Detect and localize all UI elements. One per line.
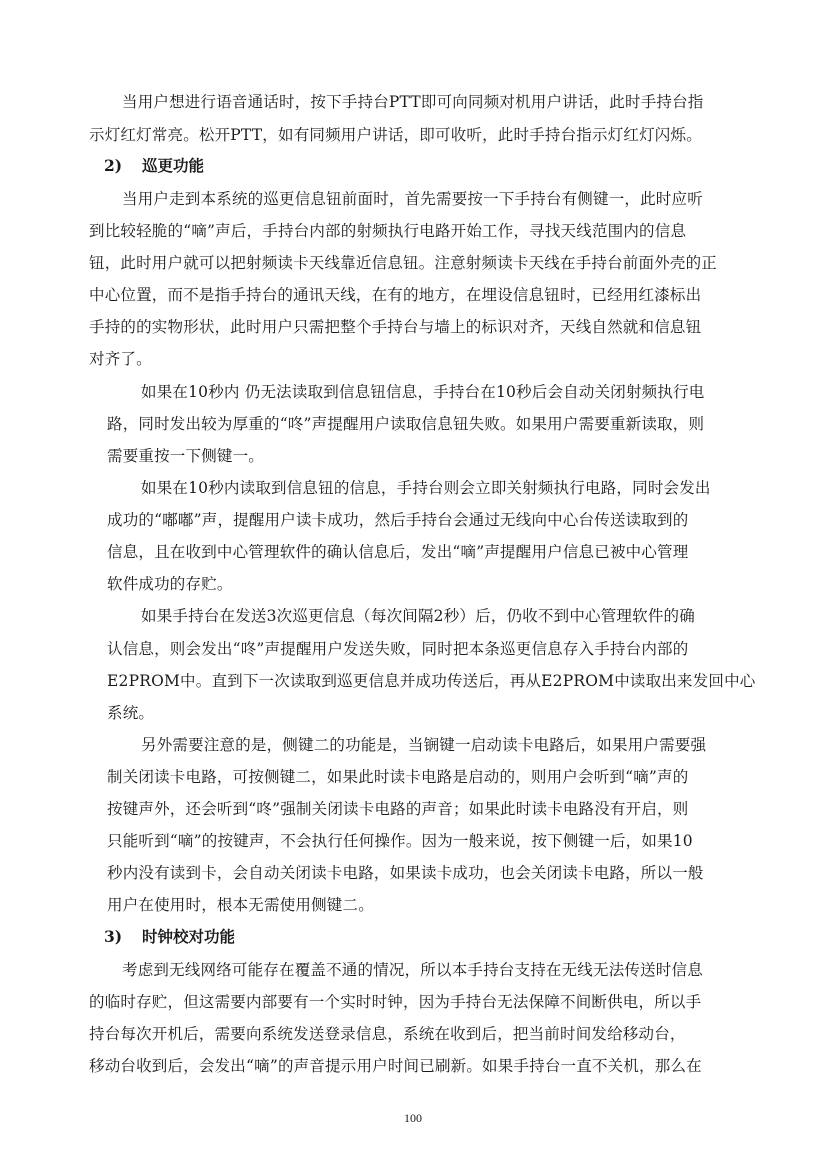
- heading-title: 巡更功能: [142, 156, 205, 175]
- paragraph-line: 到比较轻脆的“嘀”声后，手持台内部的射频执行电路开始工作，寻找天线范围内的信息: [89, 222, 687, 240]
- paragraph-line: 路，同时发出较为厚重的“咚”声提醒用户读取信息钮失败。如果用户需要重新读取，则: [107, 415, 705, 433]
- paragraph-line: 秒内没有读到卡，会自动关闭读卡电路，如果读卡成功，也会关闭读卡电路，所以一般: [107, 864, 704, 882]
- paragraph-line: 只能听到“嘀”的按键声，不会执行任何操作。因为一般来说，按下侧键一后，如果10: [107, 832, 693, 850]
- paragraph-line: 中心位置，而不是指手持台的通讯天线，在有的地方，在埋设信息钮时，已经用红漆标出: [89, 286, 702, 304]
- paragraph-line: 信息，且在收到中心管理软件的确认信息后，发出“嘀”声提醒用户信息已被中心管理: [107, 543, 689, 561]
- paragraph-line: 制关闭读卡电路，可按侧键二，如果此时读卡电路是启动的，则用户会听到“嘀”声的: [107, 768, 689, 786]
- paragraph-line: 当用户走到本系统的巡更信息钮前面时，首先需要按一下手持台有侧键一，此时应听: [122, 190, 703, 208]
- paragraph-line: 示灯红灯常亮。松开PTT，如有同频用户讲话，即可收听，此时手持台指示灯红灯闪烁。: [89, 126, 702, 144]
- paragraph-line: 考虑到无线网络可能存在覆盖不通的情况，所以本手持台支持在无线无法传送时信息: [122, 961, 703, 979]
- paragraph-line: 用户在使用时，根本无需使用侧键二。: [107, 896, 374, 914]
- paragraph-line: 如果手持台在发送3次巡更信息（每次间隔2秒）后，仍收不到中心管理软件的确: [141, 607, 695, 625]
- paragraph-line: 的临时存贮，但这需要内部要有一个实时时钟，因为手持台无法保障不间断供电，所以手: [89, 993, 702, 1011]
- paragraph-line: 认信息，则会发出“咚”声提醒用户发送失败，同时把本条巡更信息存入手持台内部的: [107, 640, 689, 658]
- paragraph-line: 移动台收到后，会发出“嘀”的声音提示用户时间已刷新。如果手持台一直不关机，那么在: [89, 1057, 702, 1075]
- paragraph-line: 如果在10秒内 仍无法读取到信息钮信息，手持台在10秒后会自动关闭射频执行电: [141, 383, 705, 401]
- paragraph-line: 对齐了。: [89, 350, 152, 368]
- paragraph-line: 钮，此时用户就可以把射频读卡天线靠近信息钮。注意射频读卡天线在手持台前面外壳的正: [89, 254, 718, 272]
- paragraph-line: 系统。: [107, 704, 155, 722]
- section-heading-patrol: [104, 156, 204, 176]
- heading-number: 2): [104, 156, 123, 175]
- paragraph-line: 软件成功的存贮。: [107, 575, 233, 593]
- section-heading-clock: [104, 927, 235, 947]
- paragraph-line: 如果在10秒内读取到信息钮的信息，手持台则会立即关射频执行电路，同时会发出: [141, 479, 711, 497]
- page-number: 100: [404, 1111, 422, 1125]
- heading-number: 3): [104, 927, 123, 946]
- paragraph-line: 按键声外，还会听到“咚”强制关闭读卡电路的声音；如果此时读卡电路没有开启，则: [107, 800, 689, 818]
- heading-title: 时钟校对功能: [142, 927, 236, 946]
- paragraph-line: 手持的的实物形状，此时用户只需把整个手持台与墙上的标识对齐，天线自然就和信息钮: [89, 318, 702, 336]
- paragraph-line: E2PROM中。直到下一次读取到巡更信息并成功传送后，再从E2PROM中读取出来发回中心: [107, 672, 756, 690]
- paragraph-line: 持台每次开机后，需要向系统发送登录信息，系统在收到后，把当前时间发给移动台，: [89, 1025, 686, 1043]
- paragraph-line: 另外需要注意的是，侧键二的功能是，当锎键一启动读卡电路后，如果用户需要强: [141, 736, 707, 754]
- paragraph-line: 成功的“嘟嘟”声，提醒用户读卡成功，然后手持台会通过无线向中心台传送读取到的: [107, 511, 689, 529]
- paragraph-line: 需要重按一下侧键一。: [107, 447, 265, 465]
- paragraph-line: 当用户想进行语音通话时，按下手持台PTT即可向同频对机用户讲话，此时手持台指: [122, 93, 704, 111]
